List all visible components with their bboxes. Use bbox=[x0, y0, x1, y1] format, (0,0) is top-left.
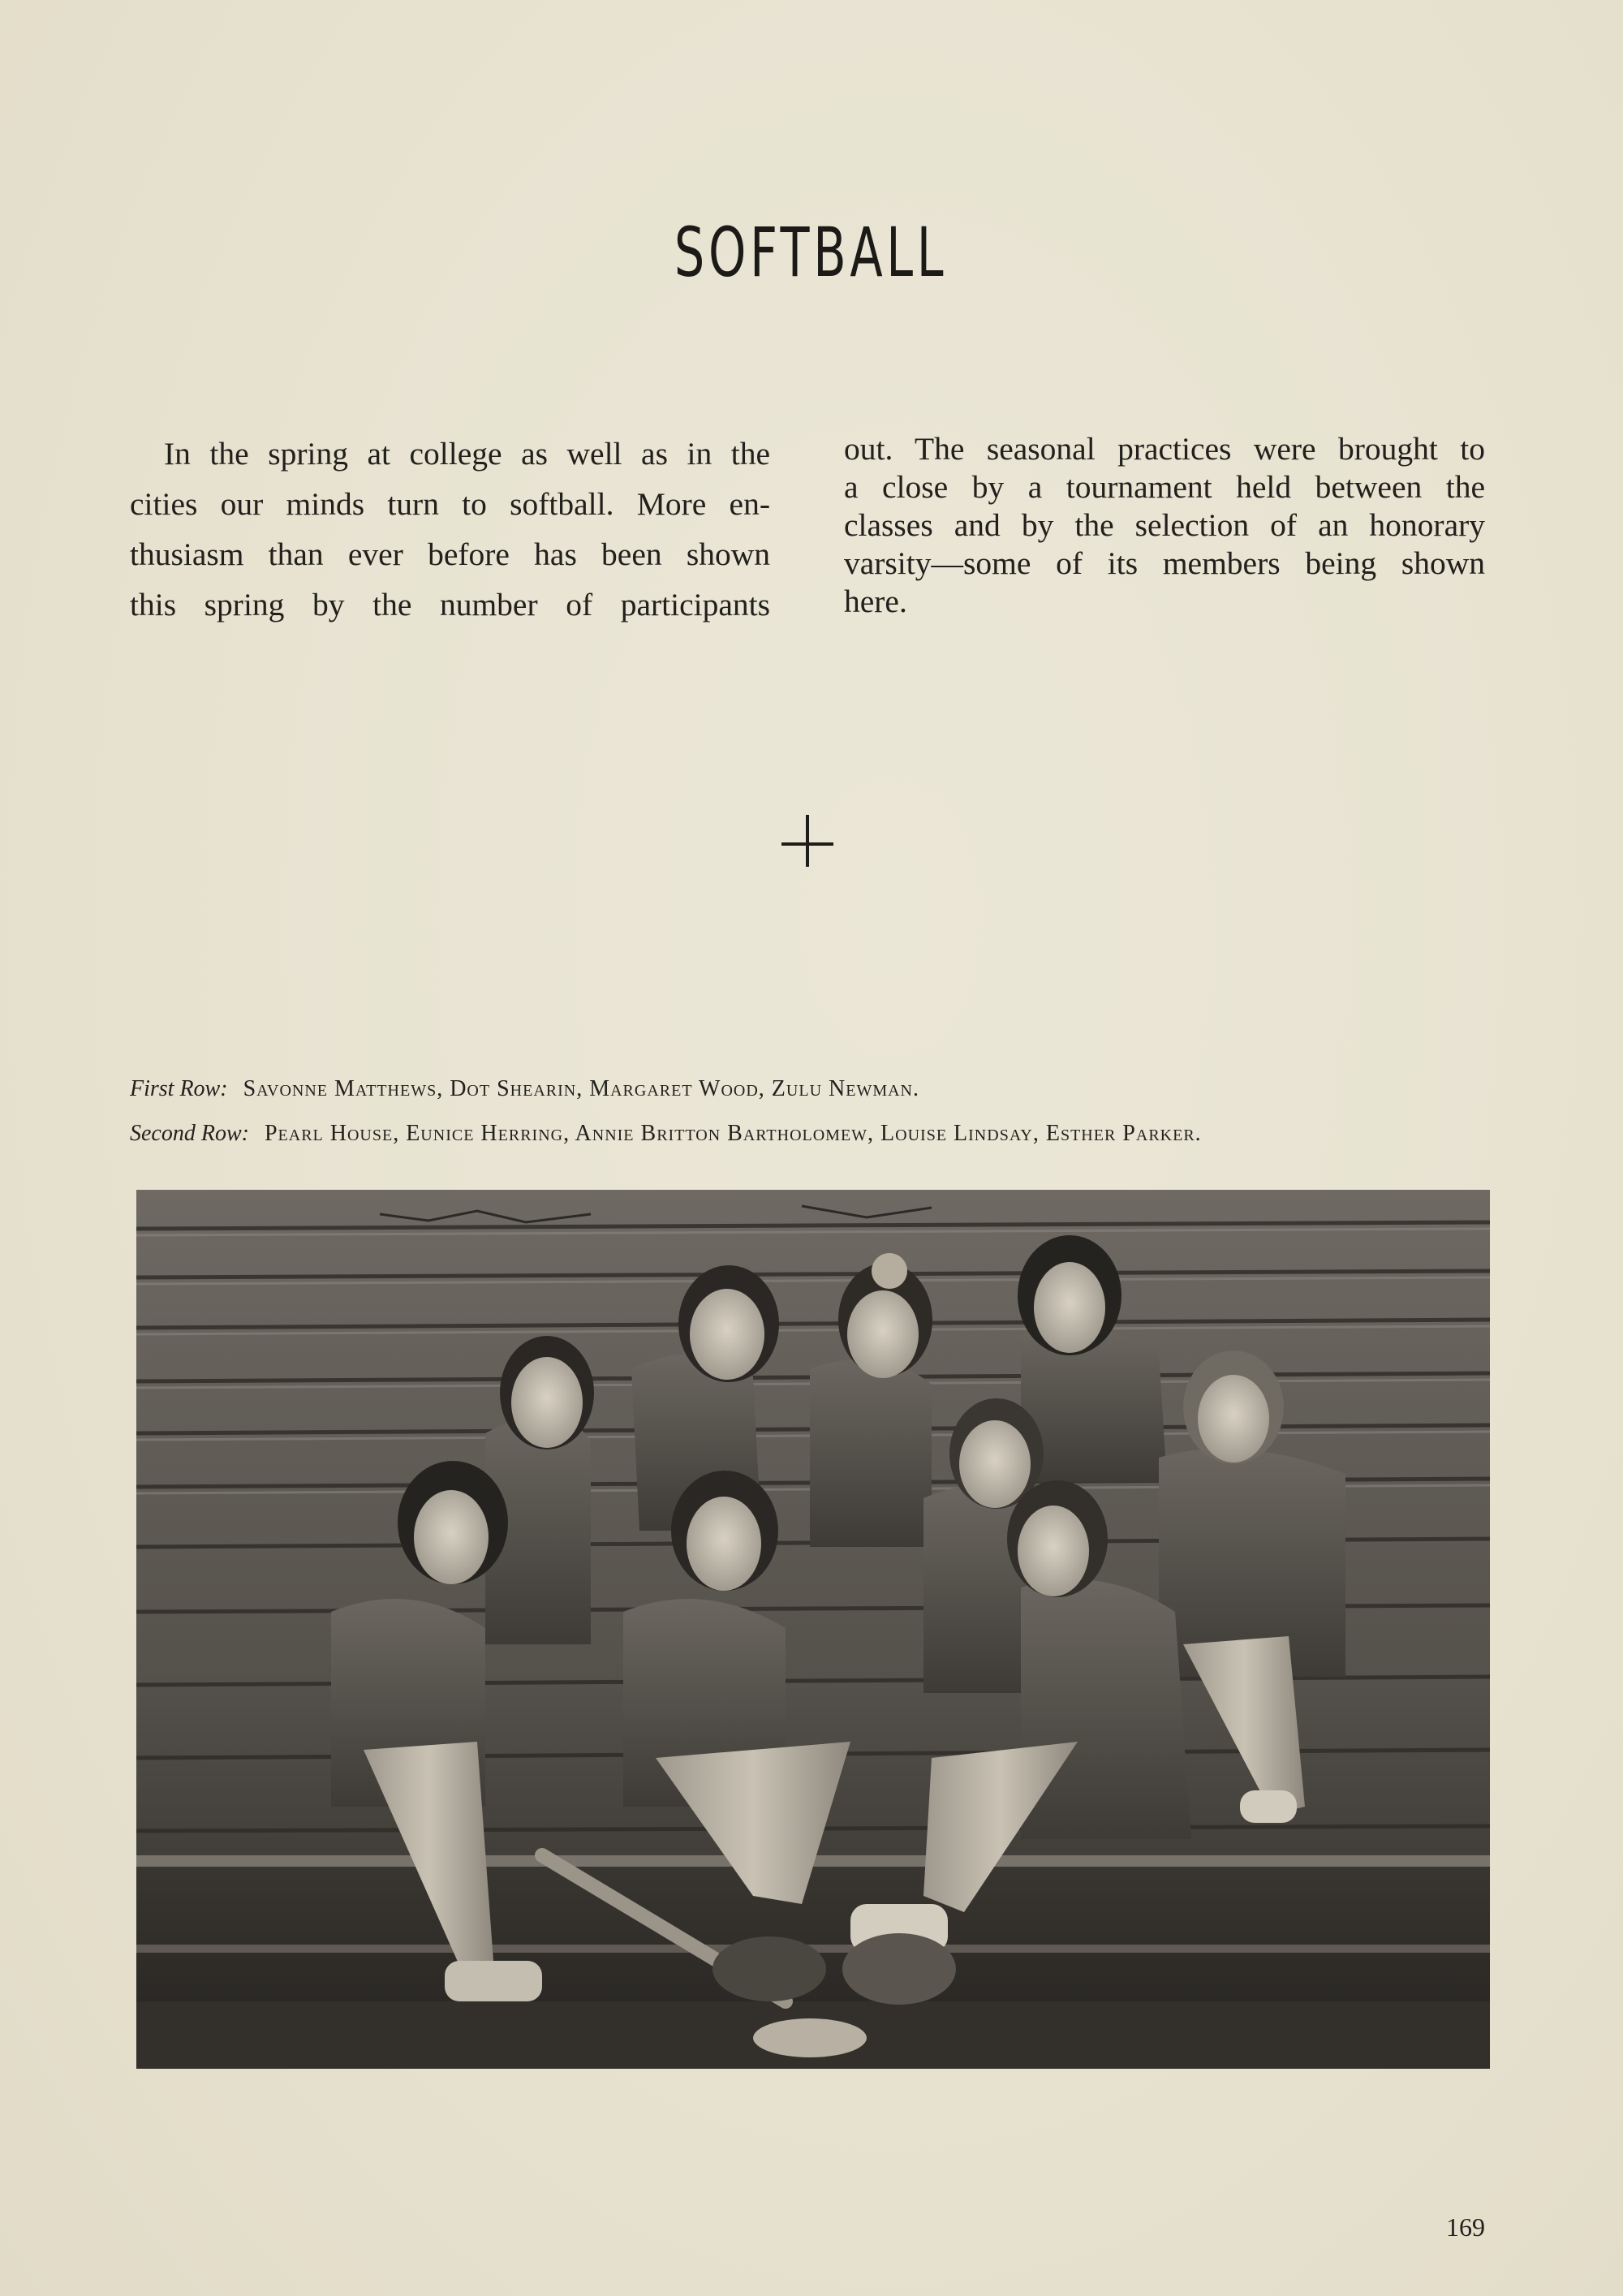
caption-second-row bbox=[130, 1121, 1487, 1147]
caption-row-label: Second Row: bbox=[130, 1121, 249, 1146]
body-line: here. bbox=[844, 584, 907, 619]
body-line: varsity—some of its members being shown bbox=[844, 545, 1485, 581]
caption-row-label: First Row: bbox=[130, 1076, 228, 1101]
page-title: SOFTBALL bbox=[674, 213, 948, 292]
body-line: thusiasm than ever before has been shown bbox=[130, 536, 770, 572]
body-line: In the spring at college as well as in the bbox=[164, 436, 770, 472]
body-line: a close by a tournament held between the bbox=[844, 469, 1485, 505]
team-photo-image bbox=[136, 1190, 1490, 2069]
body-line: cities our minds turn to softball. More en- bbox=[130, 486, 770, 522]
player-figure bbox=[485, 1336, 594, 1644]
body-column-left bbox=[130, 429, 770, 630]
caption-first-row bbox=[130, 1076, 1487, 1102]
body-line: classes and by the selection of an honorary bbox=[844, 507, 1485, 543]
caption-row-names: Pearl House, Eunice Herring, Annie Britton Bartholomew, Louise Lindsay, Esther Parker. bbox=[264, 1121, 1202, 1146]
body-line: this spring by the number of participants bbox=[130, 587, 770, 622]
cross-ornament-icon bbox=[781, 815, 833, 867]
body-column-right bbox=[844, 430, 1485, 621]
caption-row-names: Savonne Matthews, Dot Shearin, Margaret Wood, Zulu Newman. bbox=[243, 1076, 919, 1101]
body-line: out. The seasonal practices were brought to bbox=[844, 431, 1485, 467]
page-number: 169 bbox=[1446, 2212, 1485, 2242]
team-photo bbox=[136, 1190, 1490, 2069]
